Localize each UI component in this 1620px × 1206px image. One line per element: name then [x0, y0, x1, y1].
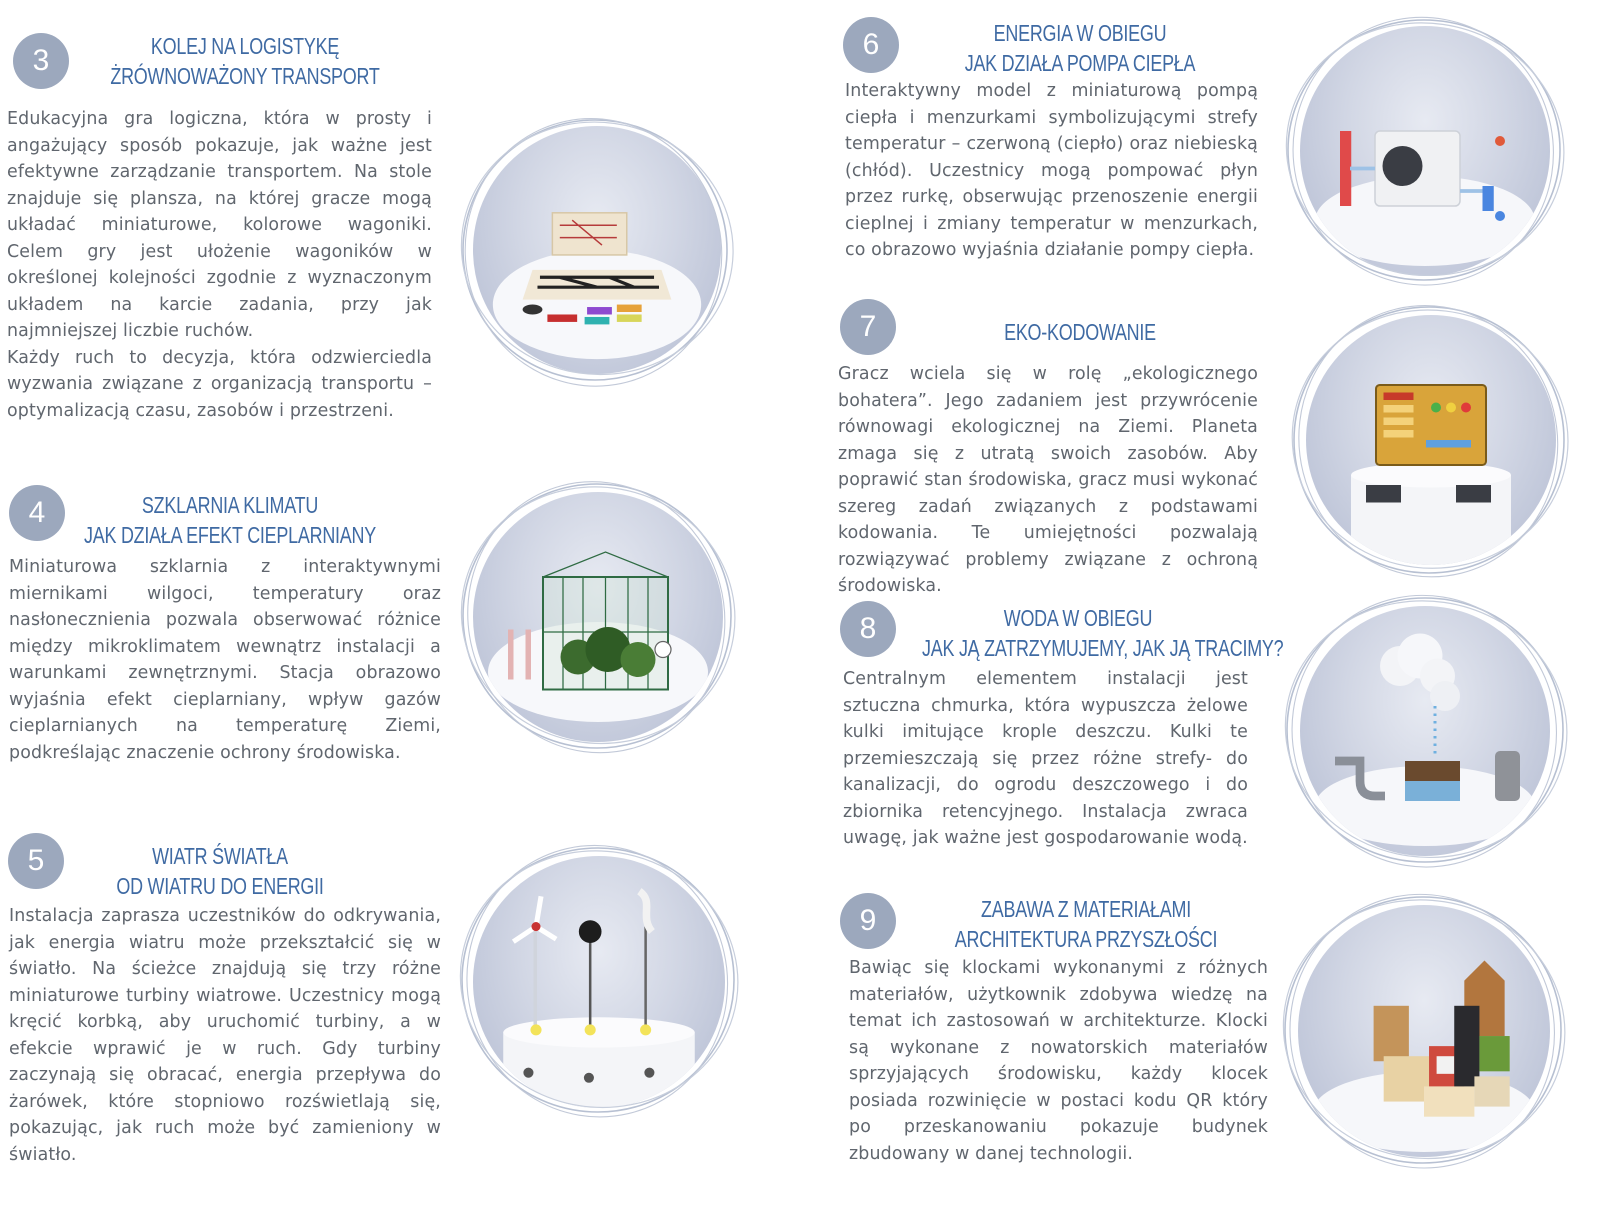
building-blocks-icon — [1278, 890, 1568, 1170]
section-paragraph: Interaktywny model z miniaturową pompą ciepła i menzurkami symbolizującymi strefy temperatur – czerwoną (ciepło) oraz niebieską (chłód). Uczestnicy mogą pompować płyn przez rurkę, obserwując przenoszenie energii cieplnej i zmiany temperatur w menzurkach, co obrazowo wyjaśnia działanie pompy ciepła. — [845, 81, 1258, 260]
section-description — [9, 903, 441, 1168]
section-paragraph: Gracz wciela się w rolę „ekologicznego bohatera”. Jego zadaniem jest przywrócenie równowagi ekologicznej na Ziemi. Planeta zmaga się z utratą swoich zasobów. Aby poprawić stan środowiska, gracz musi wykonać szereg zadań związanych z podstawami kodowania. Te umiejętności pozwalają rozwiązywać problemy związane z ochroną środowiska. — [838, 364, 1258, 596]
train-board-icon — [455, 112, 735, 388]
section-title-line: OD WIATRU DO ENERGII — [116, 873, 324, 899]
section-paragraph: Każdy ruch to decyzja, która odzwierciedla wyzwania związane z organizacją transportu – optymalizacją czasu, zasobów i przestrzeni. — [7, 347, 432, 421]
game-screen-icon — [1288, 300, 1570, 580]
section-number-badge: 4 — [9, 485, 65, 541]
section-description — [843, 666, 1248, 852]
section-description — [7, 106, 432, 424]
section-paragraph: Edukacyjna gra logiczna, która w prosty i angażujący sposób pokazuje, jak ważne jest efektywne zarządzanie transportem. Na stole znajduje się plansza, na której gracze mogą układać miniaturowe, kolorowe wagoniki. Celem gry jest ułożenie wagoników w określonej kolejności zgodnie z wyznaczonym układem na karcie zadania, przy jak najmniejszej liczbie ruchów. — [7, 109, 432, 341]
greenhouse-icon — [457, 476, 737, 756]
section-title-line: WODA W OBIEGU — [1003, 605, 1153, 631]
section-number-badge: 8 — [840, 601, 896, 657]
section-paragraph: Miniaturowa szklarnia z interaktywnymi miernikami wilgoci, temperatury oraz nasłonecznienia pozwala obserwować różnice między mikroklimatem wewnątrz instalacji a warunkami zewnętrznymi. Stacja obrazowo wyjaśnia efekt cieplarniany, wpływ gazów cieplarnianych na temperaturę Ziemi, podkreślając znaczenie ochrony środowiska. — [9, 557, 441, 763]
section-title — [924, 18, 1236, 78]
section-paragraph: Centralnym elementem instalacji jest sztuczna chmurka, która wypuszcza żelowe kulki imitujące krople deszczu. Kulki te przemieszczają się przez różne strefy- do kanalizacji, do ogrodu deszczowego i do zbiornika retencyjnego. Instalacja zwraca uwagę, jak ważne jest gospodarowanie wodą. — [843, 669, 1248, 848]
section-title — [89, 31, 401, 91]
section-number-badge: 7 — [840, 299, 896, 355]
section-number-badge: 9 — [840, 893, 896, 949]
section-title-line: WIATR ŚWIATŁA — [152, 843, 288, 869]
section-title — [74, 490, 386, 550]
section-title — [64, 841, 376, 901]
section-description — [9, 554, 441, 766]
section-number-badge: 6 — [843, 17, 899, 73]
section-title-line: ŻRÓWNOWAŻONY TRANSPORT — [110, 63, 380, 89]
section-title — [930, 894, 1242, 954]
section-paragraph: Instalacja zaprasza uczestników do odkrywania, jak energia wiatru może przekształcić się w światło. Na ścieżce znajdują się trzy różne miniaturowe turbiny wiatrowe. Uczestnicy mogą kręcić korbką, aby uruchomić turbiny, a w efekcie wprawić je w ruch. Gdy turbiny zaczynają się obracać, energia przepływa do żarówek, które stopniowo rozświetlają się, pokazując, jak ruch może być zamieniony w światło. — [9, 906, 441, 1165]
section-title-line: SZKLARNIA KLIMATU — [141, 492, 319, 518]
section-paragraph: Bawiąc się klockami wykonanymi z różnych materiałów, użytkownik zdobywa wiedzę na temat ich zastosowań w architekturze. Klocki są wykonane z nowatorskich materiałów sprzyjających środowisku, każdy klocek posiada rozwinięcie w postaci kodu QR który po przeskanowaniu pokazuje budynek zbudowany w danej technologii. — [849, 958, 1268, 1164]
section-description — [849, 955, 1268, 1167]
heat-pump-icon — [1282, 12, 1566, 288]
section-number-badge: 3 — [13, 33, 69, 89]
section-title-line: EKO-KODOWANIE — [1004, 319, 1156, 345]
section-title-line: ZABAWA Z MATERIAŁAMI — [981, 896, 1191, 922]
section-number-badge: 5 — [8, 833, 64, 889]
section-title — [922, 603, 1284, 663]
rain-cloud-icon — [1280, 590, 1570, 870]
section-title — [924, 317, 1236, 347]
section-title-line: KOLEJ NA LOGISTYKĘ — [150, 33, 340, 59]
section-description — [845, 78, 1258, 264]
section-title-line: JAK DZIAŁA EFEKT CIEPLARNIANY — [84, 522, 376, 548]
section-title-line: ARCHITEKTURA PRZYSZŁOŚCI — [954, 926, 1218, 952]
section-description — [838, 361, 1258, 600]
section-title-line: ENERGIA W OBIEGU — [993, 20, 1167, 46]
wind-turbines-icon — [456, 840, 740, 1120]
section-title-line: JAK DZIAŁA POMPA CIEPŁA — [964, 50, 1196, 76]
section-title-line: JAK JĄ ZATRZYMUJEMY, JAK JĄ TRACIMY? — [922, 635, 1284, 661]
